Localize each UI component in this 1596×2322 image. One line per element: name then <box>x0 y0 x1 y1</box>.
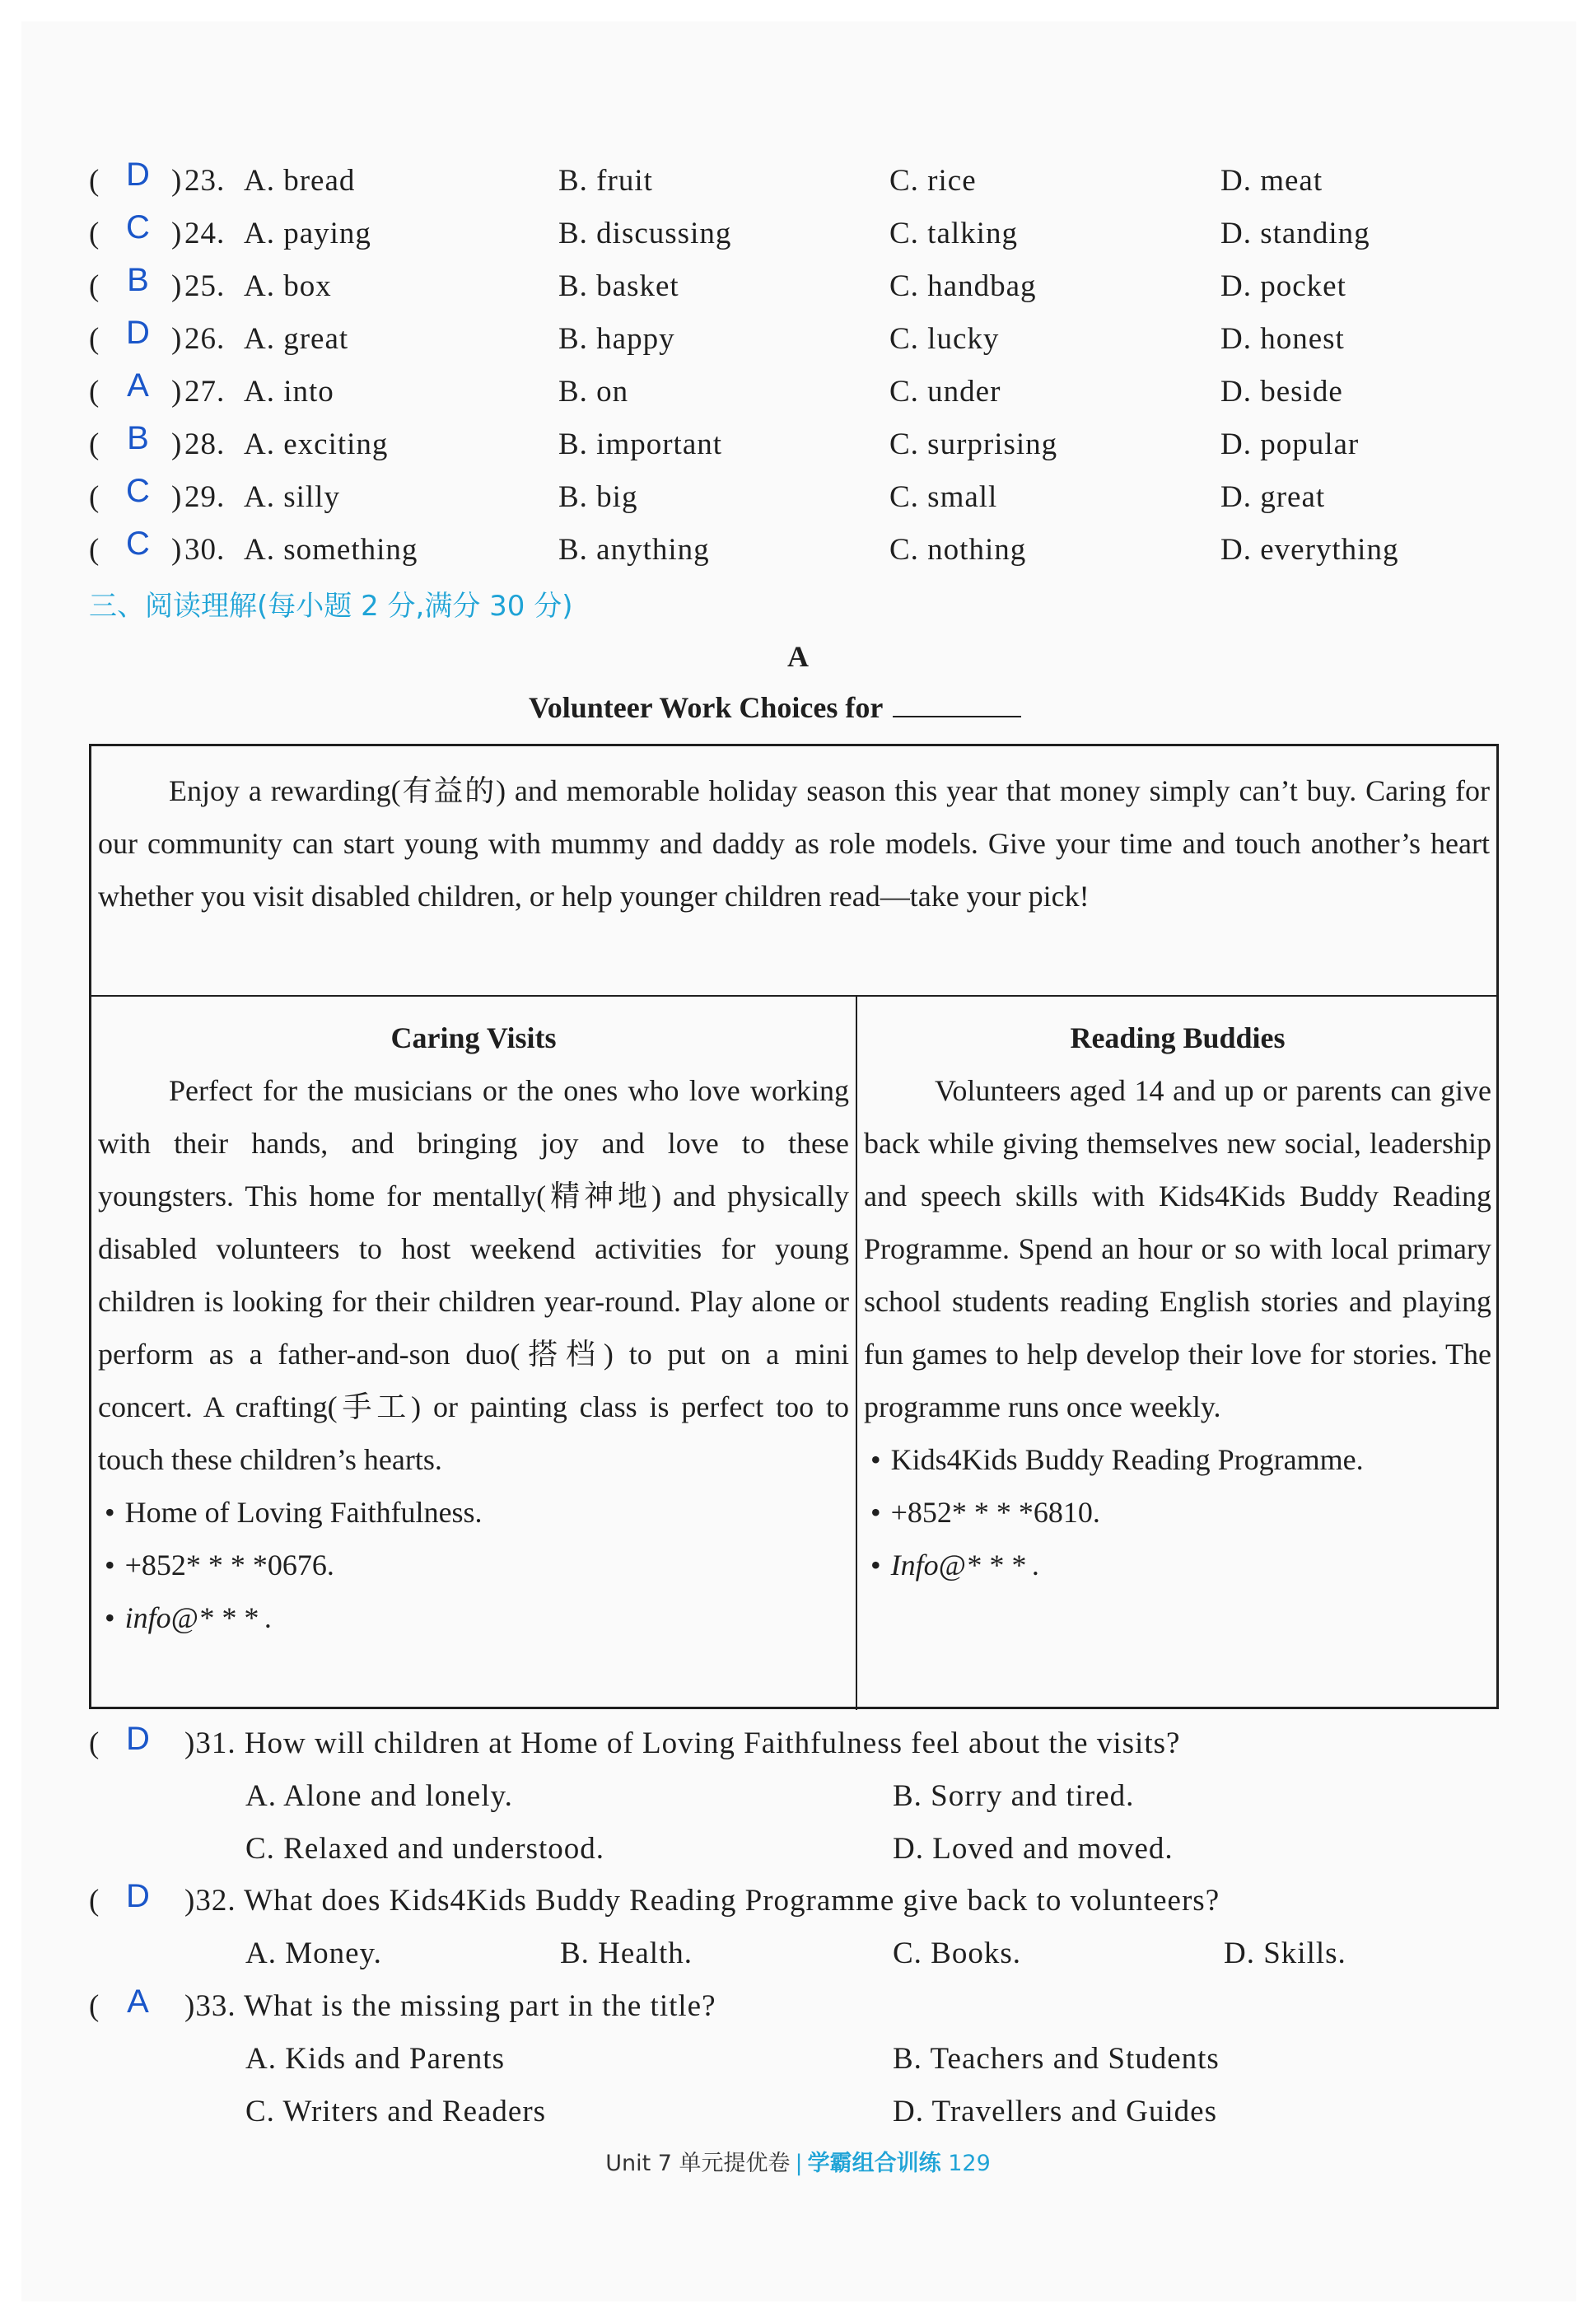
page-number: 129 <box>948 2151 991 2176</box>
paren-open: ( <box>89 1989 100 2023</box>
option-b: B. on <box>558 375 629 409</box>
option-b: B. Teachers and Students <box>893 2042 1220 2076</box>
cloze-row <box>0 526 1596 578</box>
reading-buddies-contact-phone <box>864 1486 1491 1539</box>
option-b: B. happy <box>558 322 675 356</box>
bullet: • <box>870 1549 881 1581</box>
question-number: 25. <box>184 269 226 303</box>
passage-title <box>529 690 1021 725</box>
option-d: D. Travellers and Guides <box>893 2095 1217 2128</box>
paren-open: ( <box>89 269 100 303</box>
question-32 <box>0 1876 1596 1982</box>
option-a: A. exciting <box>244 427 389 461</box>
contact-email-text: Info@* * * . <box>890 1549 1040 1581</box>
question-number: 30. <box>184 533 226 567</box>
question-number: 26. <box>184 322 226 356</box>
answer-mark: D <box>126 1721 151 1757</box>
reading-buddies-contact-email <box>864 1539 1491 1591</box>
cloze-row <box>0 262 1596 315</box>
reading-buddies-contact-name <box>864 1433 1491 1486</box>
option-c: C. handbag <box>889 269 1037 303</box>
paren-open: ( <box>89 427 100 461</box>
option-d: D. Loved and moved. <box>893 1832 1174 1866</box>
option-d: D. great <box>1220 480 1326 514</box>
passage-box <box>89 744 1499 1709</box>
passage-intro: Enjoy a rewarding(有益的) and memorable holiday season this year that money simply can’t buy. Caring for our community can start young with mummy and daddy as role models. Give your time and touch another’s heart whether you visit disabled children, or help younger children read—take your pick! <box>98 774 1490 913</box>
option-c: C. rice <box>889 164 977 198</box>
option-c: C. lucky <box>889 322 1000 356</box>
option-b: B. anything <box>558 533 710 567</box>
option-a: A. silly <box>244 480 340 514</box>
question-33 <box>0 1982 1596 2140</box>
footer-unit: Unit 7 单元提优卷 <box>605 2151 791 2176</box>
paren-open: ( <box>89 375 100 409</box>
option-d: D. beside <box>1220 375 1343 409</box>
question-stem: )31. How will children at Home of Loving Faithfulness feel about the visits? <box>184 1726 1181 1760</box>
caring-visits-contact-phone <box>98 1539 849 1591</box>
cloze-row <box>0 367 1596 420</box>
option-d: D. honest <box>1220 322 1345 356</box>
answer-mark: D <box>126 157 151 193</box>
paren-open: ( <box>89 480 100 514</box>
paren-close: ) <box>171 164 183 198</box>
option-c: C. nothing <box>889 533 1027 567</box>
cloze-row <box>0 473 1596 526</box>
answer-mark: B <box>127 262 150 298</box>
paren-open: ( <box>89 1884 100 1918</box>
answer-mark: B <box>127 420 150 456</box>
question-number: 27. <box>184 375 226 409</box>
option-c: C. Books. <box>893 1937 1022 1970</box>
paren-open: ( <box>89 1726 100 1760</box>
paren-close: ) <box>171 533 183 567</box>
question-number: 28. <box>184 427 226 461</box>
option-d: D. standing <box>1220 217 1370 250</box>
bullet: • <box>105 1496 115 1529</box>
answer-mark: D <box>126 315 151 351</box>
paren-close: ) <box>171 269 183 303</box>
options-line <box>0 2087 1596 2140</box>
reading-buddies-body: Volunteers aged 14 and up or parents can give back while giving themselves new social, leadership and speech skills with Kids4Kids Buddy Reading Programme. Spend an hour or so with local primary school students reading English stories and playing fun games to help develop their love for stories. The programme runs once weekly. <box>864 1074 1491 1423</box>
contact-phone-text: +852* * * *6810. <box>890 1496 1100 1529</box>
option-a: A. into <box>244 375 334 409</box>
options-line <box>0 1929 1596 1982</box>
answer-mark: A <box>127 367 150 404</box>
caring-visits-contact-name <box>98 1486 849 1539</box>
contact-name-text: Kids4Kids Buddy Reading Programme. <box>890 1443 1364 1476</box>
option-d: D. everything <box>1220 533 1399 567</box>
reading-buddies-column <box>864 1011 1491 1591</box>
cloze-row <box>0 157 1596 209</box>
paren-close: ) <box>171 427 183 461</box>
title-blank <box>893 693 1021 717</box>
contact-email-text: info@* * * . <box>124 1601 273 1634</box>
footer-brand: 学霸组合训练 <box>807 2151 941 2176</box>
option-a: A. Money. <box>245 1937 382 1970</box>
answer-mark: C <box>126 473 151 509</box>
option-b: B. Sorry and tired. <box>893 1779 1135 1813</box>
option-c: C. surprising <box>889 427 1058 461</box>
answer-mark: C <box>126 209 151 245</box>
option-d: D. pocket <box>1220 269 1346 303</box>
options-line <box>0 1772 1596 1824</box>
reading-buddies-title: Reading Buddies <box>1070 1021 1286 1054</box>
contact-name-text: Home of Loving Faithfulness. <box>124 1496 483 1529</box>
option-b: B. important <box>558 427 723 461</box>
paren-close: ) <box>171 480 183 514</box>
cloze-options <box>0 157 1596 578</box>
cloze-row <box>0 420 1596 473</box>
box-divider-vertical <box>856 995 857 1710</box>
passage-title-text: Volunteer Work Choices for <box>529 691 884 724</box>
option-a: A. great <box>244 322 349 356</box>
question-31 <box>0 1719 1596 1877</box>
option-a: A. Alone and lonely. <box>245 1779 513 1813</box>
caring-visits-column <box>98 1011 849 1644</box>
option-a: A. box <box>244 269 332 303</box>
question-stem-line <box>0 1719 1596 1772</box>
paren-open: ( <box>89 217 100 250</box>
page-footer <box>0 2145 1596 2177</box>
caring-visits-title: Caring Visits <box>390 1021 557 1054</box>
option-a: A. Kids and Parents <box>245 2042 505 2076</box>
option-d: D. popular <box>1220 427 1360 461</box>
passage-letter: A <box>787 640 809 673</box>
cloze-row <box>0 209 1596 262</box>
caring-visits-body: Perfect for the musicians or the ones who love working with their hands, and bringing joy and love to these youngsters. This home for mentally(精神地) and physically disabled volunteers to host weekend activities for young children is looking for their children year-round. Play alone or perform as a father-and-son duo(搭档) to put on a mini concert. A crafting(手工) or painting class is perfect too to touch these children’s hearts. <box>98 1074 849 1476</box>
paren-open: ( <box>89 322 100 356</box>
bullet: • <box>870 1443 881 1476</box>
question-number: 29. <box>184 480 226 514</box>
bullet: • <box>870 1496 881 1529</box>
option-c: C. Relaxed and understood. <box>245 1832 604 1866</box>
paren-close: ) <box>171 375 183 409</box>
question-number: 24. <box>184 217 226 250</box>
paren-close: ) <box>171 322 183 356</box>
option-c: C. talking <box>889 217 1018 250</box>
paren-open: ( <box>89 533 100 567</box>
answer-mark: A <box>127 1983 150 2020</box>
bullet: • <box>105 1549 115 1581</box>
section-title: 三、阅读理解(每小题 2 分,满分 30 分) <box>89 590 573 623</box>
option-c: C. small <box>889 480 998 514</box>
question-stem: )33. What is the missing part in the title? <box>184 1989 716 2023</box>
option-c: C. Writers and Readers <box>245 2095 547 2128</box>
contact-phone-text: +852* * * *0676. <box>124 1549 334 1581</box>
answer-mark: D <box>126 1878 151 1914</box>
option-d: D. meat <box>1220 164 1323 198</box>
option-d: D. Skills. <box>1224 1937 1346 1970</box>
bullet: • <box>105 1601 115 1634</box>
options-line <box>0 1824 1596 1877</box>
option-a: A. bread <box>244 164 356 198</box>
option-b: B. basket <box>558 269 679 303</box>
box-divider-horizontal <box>91 995 1496 997</box>
option-b: B. Health. <box>560 1937 693 1970</box>
question-stem: )32. What does Kids4Kids Buddy Reading Programme give back to volunteers? <box>184 1884 1220 1918</box>
footer-separator: | <box>795 2151 803 2176</box>
answer-mark: C <box>126 526 151 562</box>
cloze-row <box>0 315 1596 367</box>
options-line <box>0 2035 1596 2087</box>
option-a: A. paying <box>244 217 371 250</box>
option-b: B. discussing <box>558 217 732 250</box>
question-stem-line <box>0 1876 1596 1929</box>
option-c: C. under <box>889 375 1001 409</box>
option-b: B. fruit <box>558 164 653 198</box>
paren-open: ( <box>89 164 100 198</box>
question-number: 23. <box>184 164 226 198</box>
caring-visits-contact-email <box>98 1591 849 1644</box>
paren-close: ) <box>171 217 183 250</box>
option-b: B. big <box>558 480 638 514</box>
question-stem-line <box>0 1982 1596 2035</box>
option-a: A. something <box>244 533 418 567</box>
